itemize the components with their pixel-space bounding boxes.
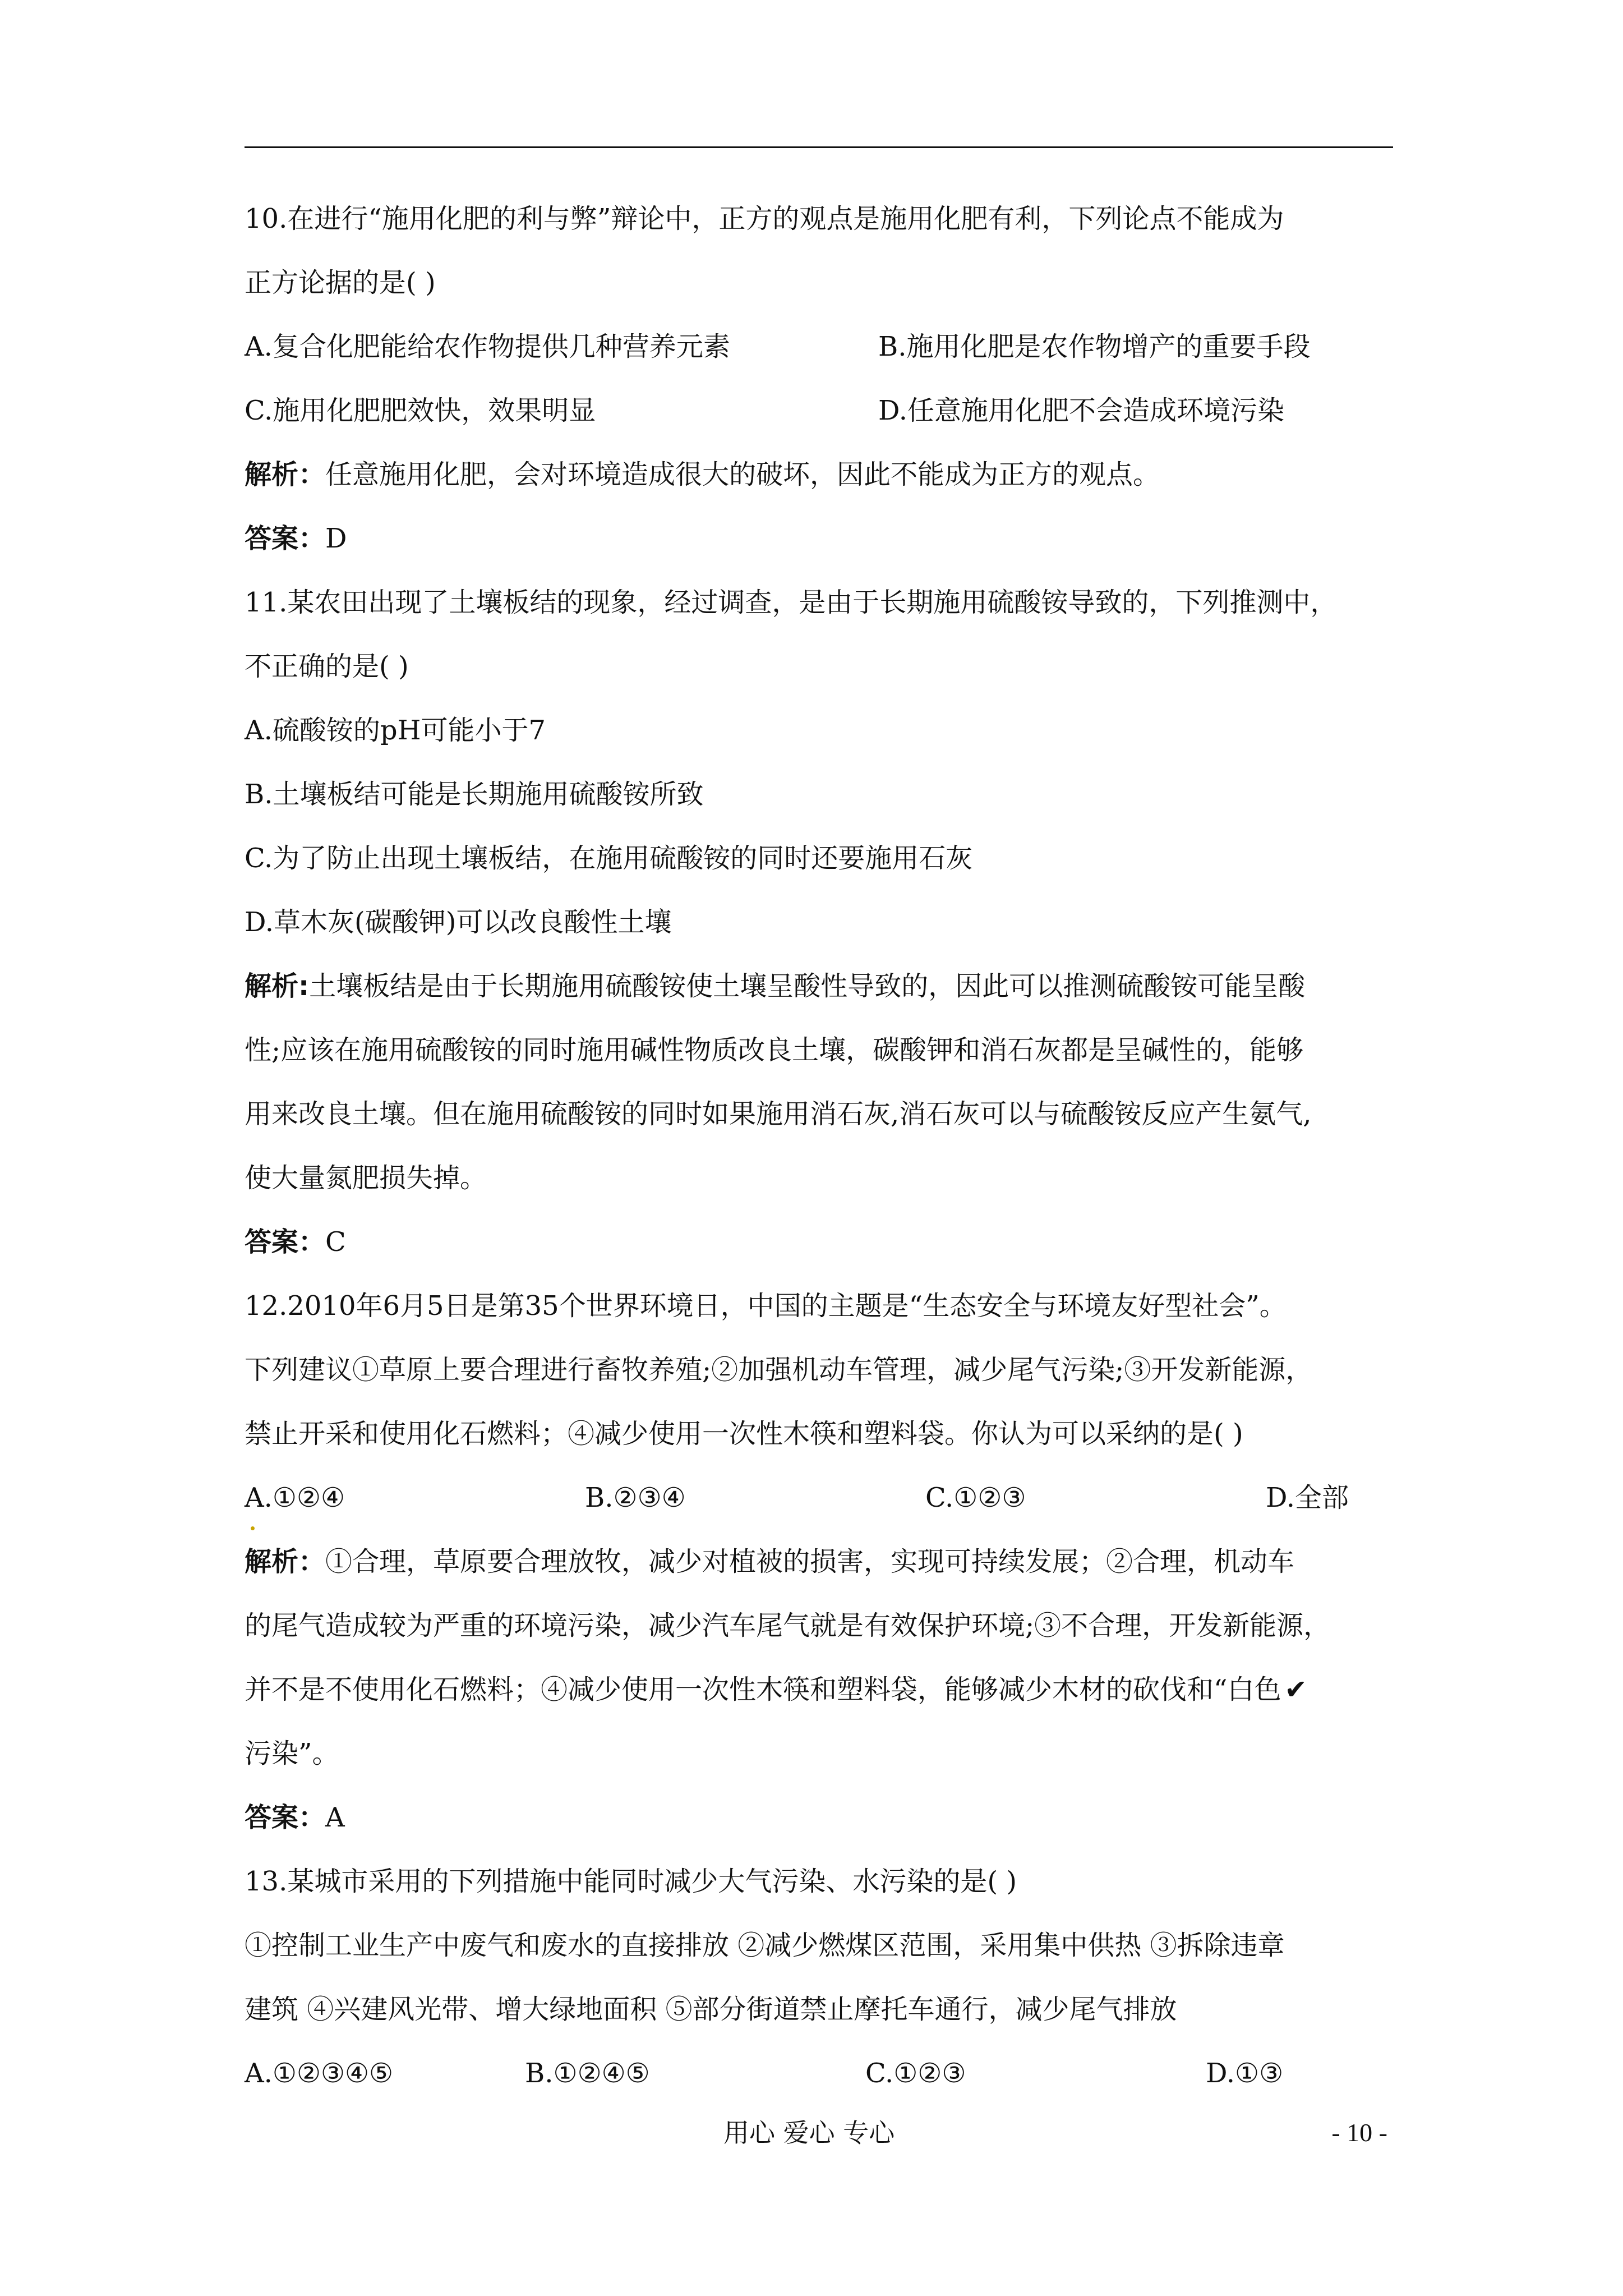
q10-stem-line2: 正方论据的是( ) xyxy=(245,267,436,298)
analysis-label: 解析： xyxy=(245,1546,326,1577)
q12-stem-line3: 禁止开采和使用化石燃料；④减少使用一次性木筷和塑料袋。你认为可以采纳的是( ) xyxy=(245,1418,1243,1450)
footer-motto: 用心 爱心 专心 xyxy=(723,2118,895,2148)
q12-analysis-line2: 的尾气造成较为严重的环境污染，减少汽车尾气就是有效保护环境;③不合理，开发新能源， xyxy=(245,1610,1331,1641)
ink-dot xyxy=(251,1526,255,1530)
answer-label: 答案： xyxy=(245,1226,326,1258)
q10-answer xyxy=(245,522,1400,555)
q11-option-a: A.硫酸铵的pH可能小于7 xyxy=(245,715,546,746)
header-rule xyxy=(245,146,1393,148)
q12-analysis-line1 xyxy=(245,1545,1400,1579)
q10-options-row1 xyxy=(245,330,1400,364)
analysis-text: ①合理，草原要合理放牧，减少对植被的损害，实现可持续发展；②合理，机动车 xyxy=(325,1546,1295,1577)
q12-option-c: C.①②③ xyxy=(925,1482,1026,1513)
q11-analysis-line3: 用来改良土壤。但在施用硫酸铵的同时如果施用消石灰,消石灰可以与硫酸铵反应产生氨气, xyxy=(245,1098,1312,1130)
q12-answer xyxy=(245,1801,1400,1834)
q10-option-d: D.任意施用化肥不会造成环境污染 xyxy=(878,395,1285,426)
q12-stem-line1: 12.2010年6月5日是第35个世界环境日，中国的主题是“生态安全与环境友好型社会”。 xyxy=(245,1290,1287,1322)
analysis-text: 并不是不使用化石燃料；④减少使用一次性木筷和塑料袋，能够减少木材的砍伐和“白色 xyxy=(245,1674,1281,1705)
q11-analysis-line2: 性;应该在施用硫酸铵的同时施用碱性物质改良土壤，碳酸钾和消石灰都是呈碱性的，能够 xyxy=(245,1034,1304,1066)
q10-option-b: B.施用化肥是农作物增产的重要手段 xyxy=(878,331,1311,362)
analysis-label: 解析: xyxy=(245,970,310,1002)
q13-option-c: C.①②③ xyxy=(865,2058,966,2089)
q10-analysis xyxy=(245,458,1400,491)
page-content xyxy=(245,202,1400,2120)
q13-measures-line1: ①控制工业生产中废气和废水的直接排放 ②减少燃煤区范围，采用集中供热 ③拆除违章 xyxy=(245,1930,1285,1961)
q13-options-row xyxy=(245,2056,1400,2090)
q11-analysis-line1 xyxy=(245,969,1400,1003)
analysis-text: 土壤板结是由于长期施用硫酸铵使土壤呈酸性导致的，因此可以推测硫酸铵可能呈酸 xyxy=(309,970,1306,1002)
q11-stem-line2: 不正确的是( ) xyxy=(245,651,409,682)
q13-option-a: A.①②③④⑤ xyxy=(245,2058,394,2089)
q13-measures-line2: 建筑 ④兴建风光带、增大绿地面积 ⑤部分街道禁止摩托车通行，减少尾气排放 xyxy=(245,1994,1177,2025)
answer-value: D xyxy=(325,523,347,554)
q13-option-d: D.①③ xyxy=(1206,2058,1284,2089)
page-number: - 10 - xyxy=(1331,2118,1387,2147)
answer-value: C xyxy=(325,1226,346,1258)
q12-analysis-line4: 污染”。 xyxy=(245,1738,339,1769)
answer-value: A xyxy=(325,1802,345,1833)
q12-option-a: A.①②④ xyxy=(245,1482,345,1513)
q11-option-b: B.土壤板结可能是长期施用硫酸铵所致 xyxy=(245,779,704,810)
q10-option-a: A.复合化肥能给农作物提供几种营养元素 xyxy=(245,331,730,362)
q10-stem-line1: 10.在进行“施用化肥的利与弊”辩论中，正方的观点是施用化肥有利，下列论点不能成为 xyxy=(245,203,1284,234)
q11-analysis-line4: 使大量氮肥损失掉。 xyxy=(245,1162,487,1194)
checkmark-icon: ✔ xyxy=(1284,1674,1307,1705)
q12-stem-line2: 下列建议①草原上要合理进行畜牧养殖;②加强机动车管理，减少尾气污染;③开发新能源， xyxy=(245,1354,1313,1386)
answer-label: 答案： xyxy=(245,523,326,554)
q12-options-row xyxy=(245,1481,1400,1515)
q12-option-d: D.全部 xyxy=(1266,1482,1349,1513)
q13-option-b: B.①②④⑤ xyxy=(525,2058,650,2089)
q11-option-d: D.草木灰(碳酸钾)可以改良酸性土壤 xyxy=(245,907,672,938)
analysis-text: 任意施用化肥，会对环境造成很大的破坏，因此不能成为正方的观点。 xyxy=(325,459,1160,490)
q10-options-row2 xyxy=(245,394,1400,427)
q11-answer xyxy=(245,1225,1400,1259)
answer-label: 答案： xyxy=(245,1802,326,1833)
q12-analysis-line3 xyxy=(245,1673,1400,1706)
analysis-label: 解析： xyxy=(245,459,326,490)
q11-stem-line1: 11.某农田出现了土壤板结的现象，经过调查，是由于长期施用硫酸铵导致的，下列推测中， xyxy=(245,587,1338,618)
q12-option-b: B.②③④ xyxy=(585,1482,686,1513)
q13-stem-line1: 13.某城市采用的下列措施中能同时减少大气污染、水污染的是( ) xyxy=(245,1866,1017,1897)
q11-option-c: C.为了防止出现土壤板结，在施用硫酸铵的同时还要施用石灰 xyxy=(245,843,973,874)
q10-option-c: C.施用化肥肥效快，效果明显 xyxy=(245,395,596,426)
